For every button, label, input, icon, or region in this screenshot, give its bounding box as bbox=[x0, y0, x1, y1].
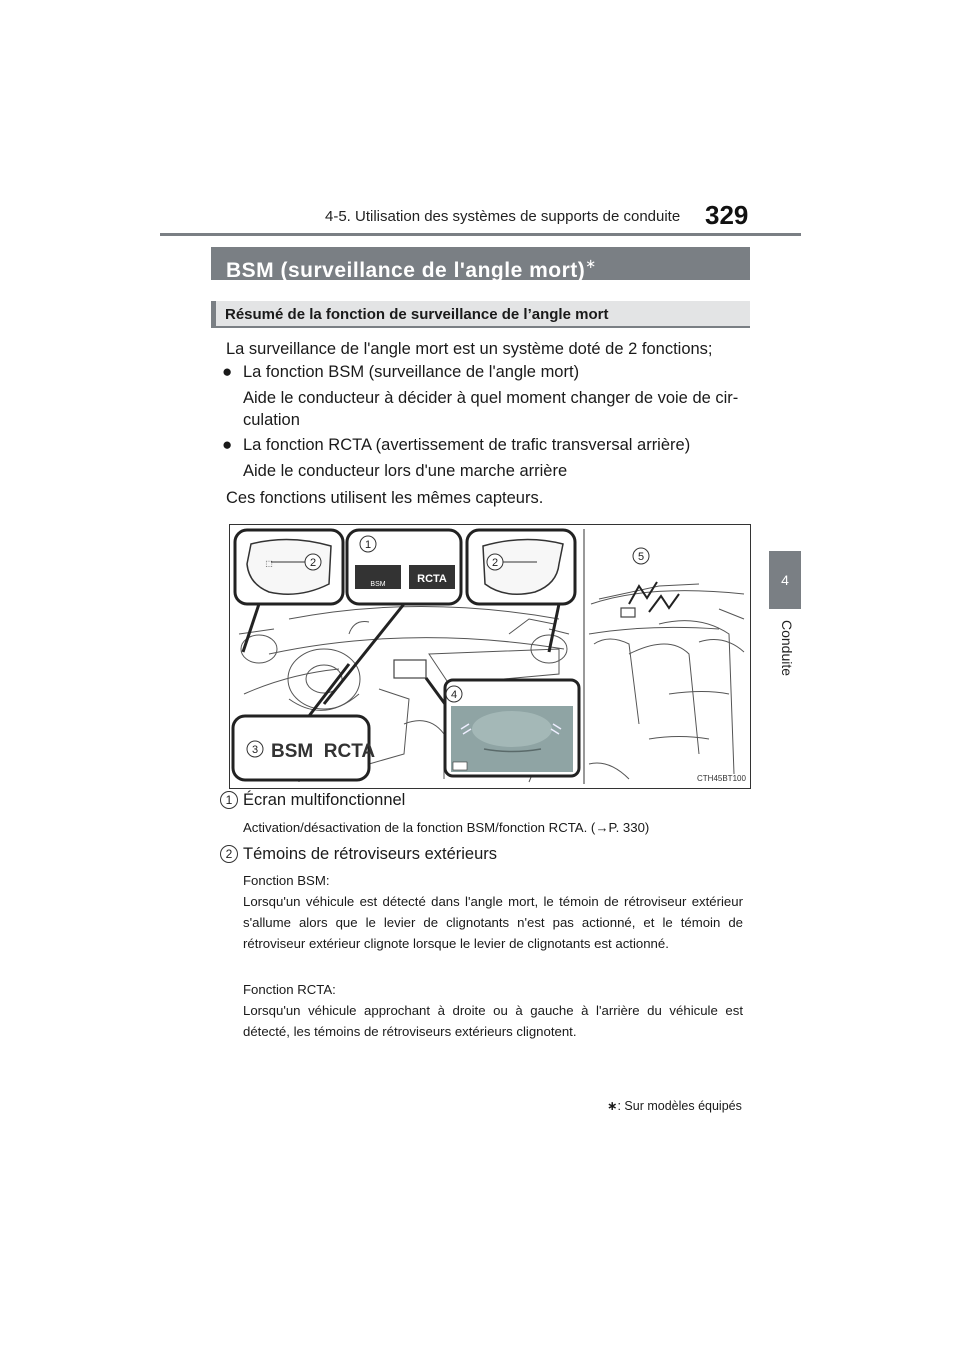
header-rule bbox=[160, 233, 801, 236]
svg-text:1: 1 bbox=[364, 539, 372, 551]
svg-text:5: 5 bbox=[637, 551, 645, 563]
bullet-rcta-desc: Aide le conducteur lors d'une marche arrière bbox=[243, 462, 568, 480]
indicator-text: BSM RCTA bbox=[271, 741, 376, 762]
dashboard-illustration bbox=[229, 524, 751, 789]
rcta-function-label: Fonction RCTA: bbox=[243, 982, 336, 997]
intro-line: La surveillance de l'angle mort est un système doté de 2 fonctions; bbox=[226, 340, 713, 358]
footnote-asterisk: ∗ bbox=[607, 1099, 618, 1113]
chapter-label: Conduite bbox=[779, 620, 795, 677]
svg-text:2: 2 bbox=[491, 557, 499, 569]
subsection-title: Résumé de la fonction de surveillance de l’angle mort bbox=[211, 301, 750, 328]
svg-text:⬚: ⬚ bbox=[265, 559, 273, 568]
switch-label-rcta: RCTA bbox=[417, 573, 447, 585]
item-number-badge: 2 bbox=[220, 845, 238, 863]
item-title: Témoins de rétroviseurs extérieurs bbox=[243, 845, 498, 863]
svg-text:3: 3 bbox=[251, 744, 259, 756]
bullet-bsm-title: La fonction BSM (surveillance de l'angle mort) bbox=[243, 363, 580, 381]
running-header: 4-5. Utilisation des systèmes de supports de conduite bbox=[325, 208, 681, 225]
bullet-rcta-title: La fonction RCTA (avertissement de trafic transversal arrière) bbox=[243, 436, 691, 454]
figure-code: CTH45BT100 bbox=[697, 774, 746, 783]
footnote bbox=[607, 1098, 742, 1113]
item-desc: Activation/désactivation de la fonction BSM/fonction RCTA. (→P. 330) bbox=[243, 820, 650, 835]
bullet-icon: ● bbox=[222, 435, 233, 454]
bullet-icon: ● bbox=[222, 362, 233, 381]
item-number-badge: 1 bbox=[220, 791, 238, 809]
section-title: BSM (surveillance de l'angle mort) bbox=[226, 259, 586, 282]
footnote-text: : Sur modèles équipés bbox=[617, 1099, 742, 1113]
intro-closing: Ces fonctions utilisent les mêmes capteurs. bbox=[226, 489, 544, 507]
svg-text:4: 4 bbox=[450, 689, 458, 701]
bsm-function-desc: Lorsqu'un véhicule est détecté dans l'angle mort, le témoin de rétroviseur extérieur s'allume alors que le levier de clignotants n'est pas actionné, et le témoin de rétroviseur extérieur clignote lorsque le levier de clignotants est actionné. bbox=[243, 894, 743, 951]
bsm-function-label: Fonction BSM: bbox=[243, 873, 330, 888]
bullet-bsm-desc: Aide le conducteur à décider à quel moment changer de voie de cir- bbox=[243, 389, 739, 407]
rcta-function-desc: Lorsqu'un véhicule approchant à droite ou à gauche à l'arrière du véhicule est détecté, les témoins de rétroviseurs extérieurs clignotent. bbox=[243, 1003, 743, 1039]
asterisk-mark: ∗ bbox=[585, 256, 597, 271]
switch-label-bsm: BSM bbox=[370, 581, 386, 588]
item-title: Écran multifonctionnel bbox=[243, 791, 406, 809]
svg-text:2: 2 bbox=[309, 557, 317, 569]
page-number: 329 bbox=[705, 200, 749, 230]
bullet-bsm-desc-cont: culation bbox=[243, 411, 300, 429]
chapter-tab: 4 bbox=[769, 551, 801, 609]
section-title-bar bbox=[211, 247, 750, 280]
